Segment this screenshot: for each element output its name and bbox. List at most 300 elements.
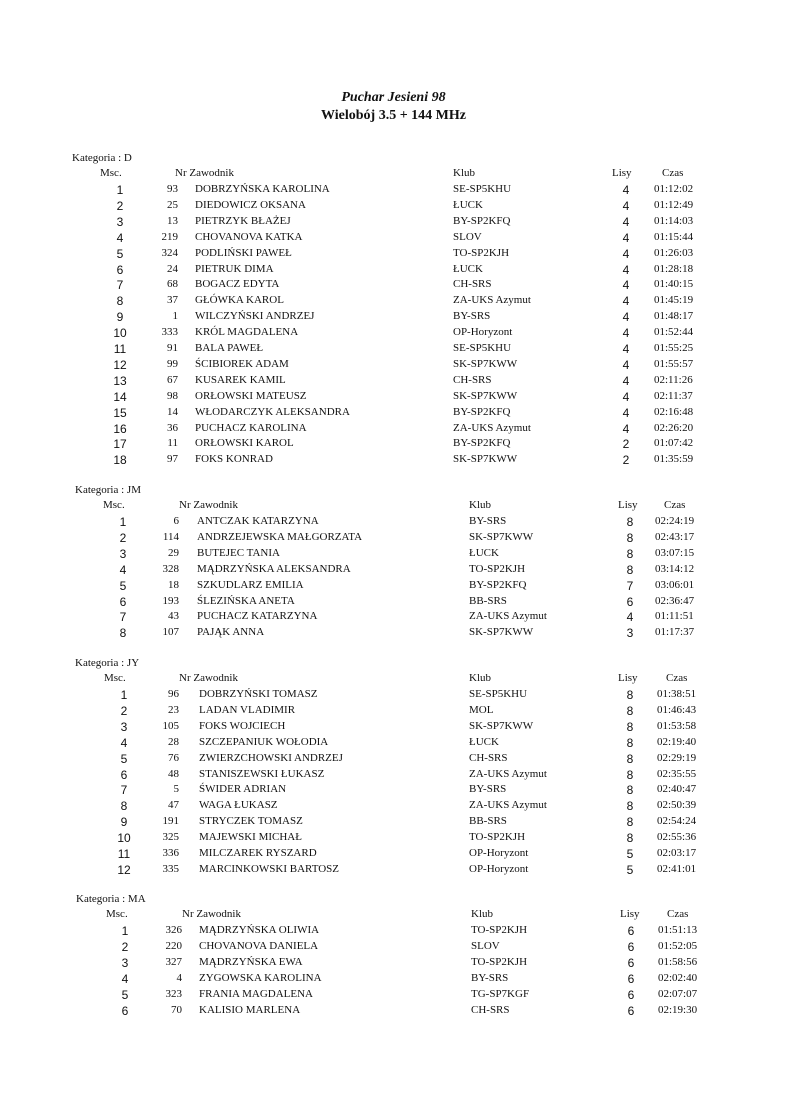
row-club: ŁUCK <box>469 735 499 748</box>
row-foxes: 4 <box>622 183 630 197</box>
row-foxes: 8 <box>626 751 634 766</box>
row-number: 67 <box>167 373 178 386</box>
page-title: Puchar Jesieni 98 <box>341 90 446 105</box>
row-number: 105 <box>162 719 179 732</box>
row-place: 7 <box>120 783 128 798</box>
row-club: SLOV <box>453 230 482 243</box>
header-lisy: Lisy <box>618 499 638 511</box>
table-row <box>0 579 787 595</box>
row-number: 324 <box>161 246 178 259</box>
row-number: 6 <box>173 515 179 527</box>
header-klub: Klub <box>453 167 475 179</box>
row-competitor: ANDRZEJEWSKA MAŁGORZATA <box>197 530 363 543</box>
row-club: OP-Horyzont <box>469 847 529 859</box>
row-time: 03:06:01 <box>655 578 695 591</box>
row-time: 02:19:30 <box>658 1003 698 1016</box>
row-club: ZA-UKS Azymut <box>469 767 547 780</box>
row-place: 1 <box>120 688 128 702</box>
row-foxes: 6 <box>627 987 635 1002</box>
table-header <box>0 167 787 183</box>
table-row <box>0 847 787 863</box>
row-club: SK-SP7KWW <box>453 357 518 370</box>
table-row <box>0 924 787 940</box>
row-place: 4 <box>121 971 129 986</box>
row-number: 18 <box>168 578 179 591</box>
row-club: ZA-UKS Azymut <box>453 421 531 434</box>
row-number: 25 <box>167 198 178 211</box>
table-row <box>0 326 787 342</box>
row-place: 5 <box>120 751 128 766</box>
table-row <box>0 799 787 815</box>
row-club: TO-SP2KJH <box>471 924 528 936</box>
row-foxes: 4 <box>622 230 630 245</box>
row-foxes: 4 <box>622 421 630 436</box>
row-time: 01:14:03 <box>654 214 694 227</box>
row-competitor: PUCHACZ KATARZYNA <box>197 610 318 623</box>
row-time: 01:12:49 <box>654 198 694 211</box>
row-club: BY-SP2KFQ <box>453 437 511 450</box>
row-club: SK-SP7KWW <box>469 626 534 639</box>
table-row <box>0 358 787 374</box>
row-place: 2 <box>116 198 124 213</box>
row-number: 328 <box>162 562 179 575</box>
header-msc: Msc. <box>106 908 128 920</box>
row-foxes: 8 <box>626 735 634 750</box>
row-number: 11 <box>167 437 178 450</box>
row-place: 9 <box>120 815 128 830</box>
row-foxes: 8 <box>626 562 634 577</box>
row-club: ŁUCK <box>453 262 483 275</box>
row-competitor: WAGA ŁUKASZ <box>199 799 278 812</box>
row-club: OP-Horyzont <box>453 326 513 339</box>
table-row <box>0 752 787 768</box>
row-time: 01:45:19 <box>654 294 694 307</box>
row-foxes: 6 <box>627 971 635 986</box>
row-competitor: PIETRZYK BŁAŻEJ <box>195 214 291 227</box>
table-row <box>0 831 787 847</box>
row-foxes: 8 <box>626 515 634 529</box>
row-competitor: MILCZAREK RYSZARD <box>199 847 317 859</box>
table-row <box>0 515 787 531</box>
row-place: 7 <box>116 278 124 293</box>
row-club: ZA-UKS Azymut <box>469 610 547 623</box>
row-time: 01:48:17 <box>654 310 694 323</box>
table-row <box>0 531 787 547</box>
row-time: 02:41:01 <box>657 862 697 875</box>
row-club: SLOV <box>471 939 500 952</box>
row-time: 02:55:36 <box>657 831 697 844</box>
row-competitor: WILCZYŃSKI ANDRZEJ <box>195 310 315 323</box>
row-number: 29 <box>168 546 179 559</box>
table-header <box>0 499 787 515</box>
row-time: 02:43:17 <box>655 530 695 543</box>
category-label: Kategoria : D <box>72 152 132 164</box>
row-place: 1 <box>119 515 127 529</box>
table-row <box>0 626 787 642</box>
table-row <box>0 610 787 626</box>
row-club: MOL <box>469 703 494 716</box>
row-place: 1 <box>121 924 129 938</box>
table-row <box>0 310 787 326</box>
row-place: 5 <box>116 246 124 261</box>
table-row <box>0 736 787 752</box>
row-place: 1 <box>116 183 124 197</box>
row-competitor: SZCZEPANIUK WOŁODIA <box>199 735 329 748</box>
row-competitor: SZKUDLARZ EMILIA <box>197 578 304 591</box>
row-place: 6 <box>116 262 124 277</box>
table-row <box>0 215 787 231</box>
table-row <box>0 422 787 438</box>
table-row <box>0 390 787 406</box>
row-competitor: ZYGOWSKA KAROLINA <box>199 971 322 984</box>
row-number: 47 <box>168 799 179 812</box>
row-competitor: KUSAREK KAMIL <box>195 373 286 386</box>
row-number: 99 <box>167 357 178 370</box>
row-competitor: PUCHACZ KAROLINA <box>195 421 307 434</box>
row-number: 37 <box>167 294 178 307</box>
row-time: 01:52:05 <box>658 939 698 952</box>
row-number: 28 <box>168 735 179 748</box>
row-foxes: 4 <box>622 342 630 356</box>
table-row <box>0 1004 787 1020</box>
header-nr-zawodnik: Nr Zawodnik <box>179 499 238 511</box>
row-competitor: DOBRZYŃSKA KAROLINA <box>195 183 330 195</box>
row-time: 01:53:58 <box>657 719 697 732</box>
table-row <box>0 183 787 199</box>
row-competitor: ZWIERZCHOWSKI ANDRZEJ <box>199 751 343 764</box>
row-place: 4 <box>116 230 124 245</box>
row-place: 6 <box>121 1003 129 1018</box>
table-row <box>0 595 787 611</box>
row-foxes: 8 <box>626 530 634 545</box>
table-row <box>0 278 787 294</box>
row-time: 01:38:51 <box>657 688 697 700</box>
row-time: 01:58:56 <box>658 955 698 968</box>
row-number: 68 <box>167 278 178 291</box>
row-foxes: 4 <box>622 214 630 229</box>
row-number: 48 <box>168 767 179 780</box>
row-competitor: MĄDRZYŃSKA OLIWIA <box>199 924 320 936</box>
category-label: Kategoria : JY <box>75 657 140 669</box>
row-time: 01:28:18 <box>654 262 694 275</box>
row-competitor: KALISIO MARLENA <box>199 1003 301 1016</box>
row-number: 36 <box>167 421 178 434</box>
row-time: 02:26:20 <box>654 421 694 434</box>
row-place: 12 <box>117 862 131 877</box>
row-foxes: 6 <box>627 1003 635 1018</box>
row-club: BY-SRS <box>471 971 509 984</box>
header-czas: Czas <box>667 908 689 920</box>
table-row <box>0 940 787 956</box>
row-time: 01:51:13 <box>658 924 698 936</box>
row-foxes: 4 <box>622 405 630 420</box>
row-place: 14 <box>113 389 127 404</box>
table-row <box>0 547 787 563</box>
row-number: 107 <box>162 626 179 639</box>
row-number: 97 <box>167 453 178 466</box>
row-time: 02:24:19 <box>655 515 695 527</box>
row-club: BY-SP2KFQ <box>453 214 511 227</box>
row-competitor: STRYCZEK TOMASZ <box>199 815 303 828</box>
row-club: BY-SP2KFQ <box>469 578 527 591</box>
row-time: 01:55:25 <box>654 342 694 354</box>
row-number: 325 <box>162 831 179 844</box>
row-competitor: PAJĄK ANNA <box>197 626 265 639</box>
header-msc: Msc. <box>104 672 126 684</box>
row-number: 327 <box>165 955 182 968</box>
row-club: SK-SP7KWW <box>469 530 534 543</box>
row-foxes: 8 <box>626 815 634 830</box>
header-klub: Klub <box>471 908 493 920</box>
row-foxes: 6 <box>627 924 635 938</box>
category-label: Kategoria : JM <box>75 484 141 496</box>
row-time: 01:12:02 <box>654 183 694 195</box>
row-time: 01:52:44 <box>654 326 694 339</box>
table-row <box>0 247 787 263</box>
row-competitor: MĄDRZYŃSKA ALEKSANDRA <box>197 562 351 575</box>
row-place: 3 <box>121 955 129 970</box>
header-czas: Czas <box>664 499 686 511</box>
row-time: 01:07:42 <box>654 437 694 450</box>
row-competitor: GŁÓWKA KAROL <box>195 294 284 307</box>
row-foxes: 4 <box>622 262 630 277</box>
row-club: BY-SRS <box>469 783 507 796</box>
row-competitor: MAJEWSKI MICHAŁ <box>199 831 302 844</box>
header-msc: Msc. <box>103 499 125 511</box>
table-row <box>0 783 787 799</box>
row-foxes: 8 <box>626 831 634 846</box>
row-place: 7 <box>119 610 127 625</box>
row-time: 03:14:12 <box>655 562 695 575</box>
row-time: 02:19:40 <box>657 735 697 748</box>
row-number: 114 <box>162 530 179 543</box>
row-place: 3 <box>119 546 127 561</box>
row-competitor: PODLIŃSKI PAWEŁ <box>195 246 292 259</box>
row-time: 02:50:39 <box>657 799 697 812</box>
row-club: CH-SRS <box>471 1003 510 1016</box>
row-foxes: 4 <box>622 373 630 388</box>
row-foxes: 3 <box>626 626 634 641</box>
row-place: 11 <box>113 342 127 356</box>
row-place: 12 <box>113 357 127 372</box>
table-row <box>0 437 787 453</box>
table-row <box>0 453 787 469</box>
header-lisy: Lisy <box>618 672 638 684</box>
table-row <box>0 688 787 704</box>
table-row <box>0 956 787 972</box>
header-klub: Klub <box>469 672 491 684</box>
row-time: 02:11:26 <box>654 373 693 386</box>
row-place: 9 <box>116 310 124 325</box>
row-place: 8 <box>119 626 127 641</box>
table-row <box>0 231 787 247</box>
row-competitor: ŚWIDER ADRIAN <box>199 783 287 796</box>
row-time: 02:35:55 <box>657 767 697 780</box>
row-club: CH-SRS <box>469 751 508 764</box>
row-competitor: ORŁOWSKI MATEUSZ <box>195 389 307 402</box>
table-row <box>0 863 787 879</box>
header-czas: Czas <box>666 672 688 684</box>
row-competitor: FOKS KONRAD <box>195 453 273 466</box>
header-nr-zawodnik: Nr Zawodnik <box>179 672 238 684</box>
row-number: 333 <box>161 326 178 339</box>
row-number: 76 <box>168 751 179 764</box>
row-place: 16 <box>113 421 127 436</box>
row-competitor: FOKS WOJCIECH <box>199 719 286 732</box>
header-klub: Klub <box>469 499 491 511</box>
row-place: 4 <box>119 562 127 577</box>
row-number: 93 <box>167 183 178 195</box>
row-competitor: WŁODARCZYK ALEKSANDRA <box>195 405 350 418</box>
row-foxes: 2 <box>622 437 630 452</box>
table-row <box>0 263 787 279</box>
header-msc: Msc. <box>100 167 122 179</box>
row-competitor: PIETRUK DIMA <box>195 262 274 275</box>
row-club: CH-SRS <box>453 278 492 291</box>
row-number: 1 <box>172 310 178 323</box>
row-time: 02:07:07 <box>658 987 698 1000</box>
header-czas: Czas <box>662 167 684 179</box>
row-place: 6 <box>119 594 127 609</box>
table-header <box>0 908 787 924</box>
row-club: SK-SP7KWW <box>453 453 518 466</box>
row-foxes: 4 <box>622 357 630 372</box>
row-place: 5 <box>119 578 127 593</box>
row-competitor: ŚLEZIŃSKA ANETA <box>197 594 295 607</box>
row-club: SK-SP7KWW <box>469 719 534 732</box>
row-foxes: 4 <box>622 326 630 341</box>
table-row <box>0 563 787 579</box>
table-row <box>0 815 787 831</box>
row-foxes: 6 <box>627 939 635 954</box>
row-competitor: CHOVANOVA KATKA <box>195 230 303 243</box>
row-club: SE-SP5KHU <box>453 183 512 195</box>
row-foxes: 5 <box>626 862 634 877</box>
row-foxes: 8 <box>626 719 634 734</box>
row-place: 4 <box>120 735 128 750</box>
row-club: TO-SP2KJH <box>469 562 526 575</box>
row-time: 01:15:44 <box>654 230 694 243</box>
table-row <box>0 199 787 215</box>
row-time: 01:26:03 <box>654 246 694 259</box>
row-foxes: 4 <box>626 610 634 625</box>
row-club: ŁUCK <box>469 546 499 559</box>
row-foxes: 7 <box>626 578 634 593</box>
row-club: BY-SRS <box>469 515 507 527</box>
row-competitor: CHOVANOVA DANIELA <box>199 939 319 952</box>
row-place: 15 <box>113 405 127 420</box>
header-nr-zawodnik: Nr Zawodnik <box>175 167 234 179</box>
row-number: 14 <box>167 405 178 418</box>
row-time: 02:11:37 <box>654 389 693 402</box>
row-club: CH-SRS <box>453 373 492 386</box>
header-nr-zawodnik: Nr Zawodnik <box>182 908 241 920</box>
row-place: 3 <box>120 719 128 734</box>
row-club: ZA-UKS Azymut <box>469 799 547 812</box>
row-club: BY-SRS <box>453 310 491 323</box>
row-number: 96 <box>168 688 179 700</box>
row-club: TO-SP2KJH <box>471 955 528 968</box>
row-club: TO-SP2KJH <box>469 831 526 844</box>
row-number: 91 <box>167 342 178 354</box>
table-row <box>0 972 787 988</box>
row-place: 8 <box>116 294 124 309</box>
row-time: 01:55:57 <box>654 357 694 370</box>
row-competitor: ŚCIBIOREK ADAM <box>195 357 289 370</box>
row-competitor: BALA PAWEŁ <box>195 342 264 354</box>
header-lisy: Lisy <box>620 908 640 920</box>
row-time: 01:35:59 <box>654 453 694 466</box>
row-competitor: KRÓL MAGDALENA <box>195 326 299 339</box>
row-time: 01:11:51 <box>655 610 694 623</box>
row-number: 219 <box>161 230 178 243</box>
row-competitor: DOBRZYŃSKI TOMASZ <box>199 688 318 700</box>
row-foxes: 8 <box>626 767 634 782</box>
row-time: 01:46:43 <box>657 703 697 716</box>
row-place: 10 <box>113 326 127 341</box>
row-club: SE-SP5KHU <box>453 342 512 354</box>
row-club: TO-SP2KJH <box>453 246 510 259</box>
row-number: 335 <box>162 862 179 875</box>
row-time: 03:07:15 <box>655 546 695 559</box>
row-foxes: 5 <box>626 847 634 861</box>
row-number: 23 <box>168 703 179 716</box>
row-place: 18 <box>113 453 127 468</box>
table-row <box>0 988 787 1004</box>
row-place: 2 <box>120 703 128 718</box>
row-number: 220 <box>165 939 182 952</box>
row-number: 326 <box>165 924 182 936</box>
row-competitor: LADAN VLADIMIR <box>199 703 296 716</box>
row-place: 5 <box>121 987 129 1002</box>
table-row <box>0 720 787 736</box>
row-club: ŁUCK <box>453 198 483 211</box>
row-place: 11 <box>117 847 131 861</box>
row-club: TG-SP7KGF <box>471 987 530 1000</box>
row-time: 02:03:17 <box>657 847 697 859</box>
row-number: 4 <box>176 971 182 984</box>
row-foxes: 4 <box>622 278 630 293</box>
row-club: SE-SP5KHU <box>469 688 528 700</box>
row-club: OP-Horyzont <box>469 862 529 875</box>
row-foxes: 8 <box>626 703 634 718</box>
row-foxes: 6 <box>627 955 635 970</box>
table-row <box>0 768 787 784</box>
header-lisy: Lisy <box>612 167 632 179</box>
row-foxes: 8 <box>626 546 634 561</box>
row-foxes: 8 <box>626 783 634 798</box>
table-row <box>0 704 787 720</box>
row-club: BB-SRS <box>469 815 507 828</box>
row-place: 13 <box>113 373 127 388</box>
row-time: 02:40:47 <box>657 783 697 796</box>
row-foxes: 4 <box>622 246 630 261</box>
row-foxes: 4 <box>622 389 630 404</box>
row-foxes: 8 <box>626 799 634 814</box>
row-number: 43 <box>168 610 179 623</box>
row-club: ZA-UKS Azymut <box>453 294 531 307</box>
row-club: BY-SP2KFQ <box>453 405 511 418</box>
table-header <box>0 672 787 688</box>
row-number: 24 <box>167 262 178 275</box>
row-time: 02:29:19 <box>657 751 697 764</box>
row-competitor: ORŁOWSKI KAROL <box>195 437 294 450</box>
row-time: 02:02:40 <box>658 971 698 984</box>
category-label: Kategoria : MA <box>76 893 146 905</box>
row-foxes: 6 <box>626 594 634 609</box>
row-number: 336 <box>162 847 179 859</box>
row-place: 2 <box>121 939 129 954</box>
